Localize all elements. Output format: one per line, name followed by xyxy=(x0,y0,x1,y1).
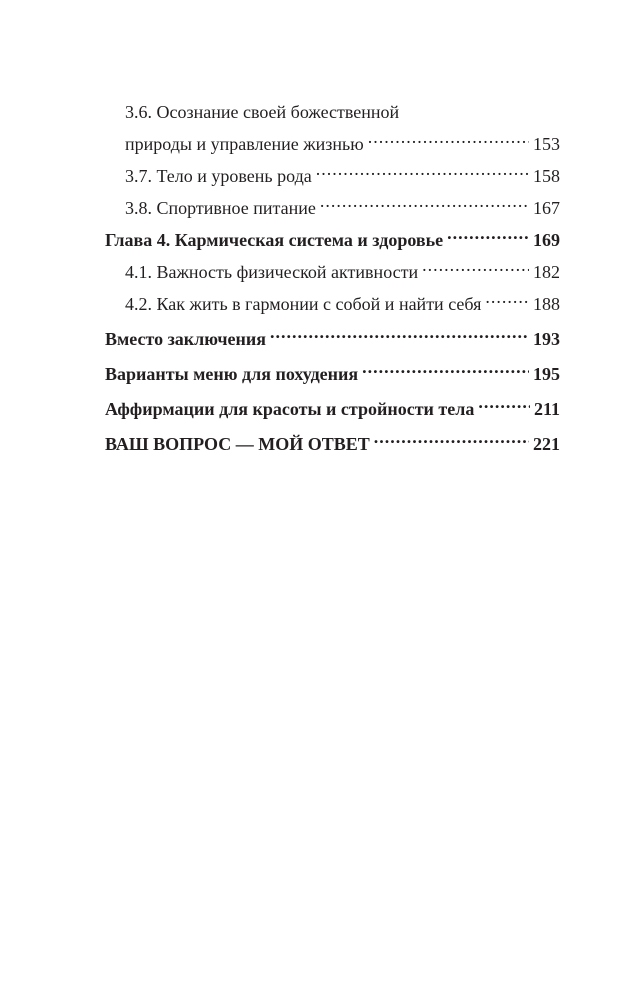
dot-leader xyxy=(374,432,529,450)
toc-entry-chapter-4[interactable] xyxy=(105,224,560,256)
toc-entry-affirmations-title: Аффирмации для красоты и стройности тела xyxy=(105,399,475,419)
toc-entry-affirmations[interactable] xyxy=(105,393,560,425)
toc-entry-qa-title: ВАШ ВОПРОС — МОЙ ОТВЕТ xyxy=(105,434,370,454)
toc-entry-4-2-title: 4.2. Как жить в гармонии с собой и найти себя xyxy=(125,294,482,314)
toc-entry-3-6[interactable] xyxy=(105,128,560,160)
dot-leader xyxy=(368,132,529,150)
toc-entry-3-7[interactable] xyxy=(105,160,560,192)
toc-entry-3-8-page: 167 xyxy=(533,198,560,218)
toc-entry-4-2[interactable] xyxy=(105,288,560,320)
dot-leader xyxy=(447,228,529,246)
dot-leader xyxy=(362,362,529,380)
toc-entry-menu-title: Варианты меню для похудения xyxy=(105,364,359,384)
toc-entry-conclusion-page: 193 xyxy=(533,329,560,349)
toc-entry-3-6-title-line2: природы и управление жизнью xyxy=(125,134,364,154)
toc-entry-4-1-page: 182 xyxy=(533,262,560,282)
toc-entry-3-8-title: 3.8. Спортивное питание xyxy=(125,198,316,218)
table-of-contents xyxy=(105,96,560,460)
dot-leader xyxy=(485,292,529,310)
toc-entry-3-7-page: 158 xyxy=(533,166,560,186)
dot-leader xyxy=(316,164,529,182)
toc-entry-qa[interactable] xyxy=(105,428,560,460)
toc-entry-3-6-title-line1: 3.6. Осознание своей божественной xyxy=(125,102,400,122)
toc-entry-affirmations-page: 211 xyxy=(533,399,560,419)
toc-entry-chapter-4-page: 169 xyxy=(533,230,560,250)
toc-entry-3-6-page: 153 xyxy=(533,134,560,154)
toc-entry-3-7-title: 3.7. Тело и уровень рода xyxy=(125,166,312,186)
toc-entry-4-1-title: 4.1. Важность физической активности xyxy=(125,262,419,282)
toc-entry-menu-page: 195 xyxy=(533,364,560,384)
dot-leader xyxy=(422,260,529,278)
dot-leader xyxy=(320,196,529,214)
toc-entry-4-1[interactable] xyxy=(105,256,560,288)
toc-entry-menu[interactable] xyxy=(105,358,560,390)
toc-entry-conclusion-title: Вместо заключения xyxy=(105,329,266,349)
toc-entry-chapter-4-title: Глава 4. Кармическая система и здоровье xyxy=(105,230,444,250)
toc-entry-3-8[interactable] xyxy=(105,192,560,224)
dot-leader xyxy=(270,327,529,345)
dot-leader xyxy=(478,397,530,415)
toc-entry-4-2-page: 188 xyxy=(533,294,560,314)
toc-entry-qa-page: 221 xyxy=(533,434,560,454)
toc-entry-conclusion[interactable] xyxy=(105,323,560,355)
